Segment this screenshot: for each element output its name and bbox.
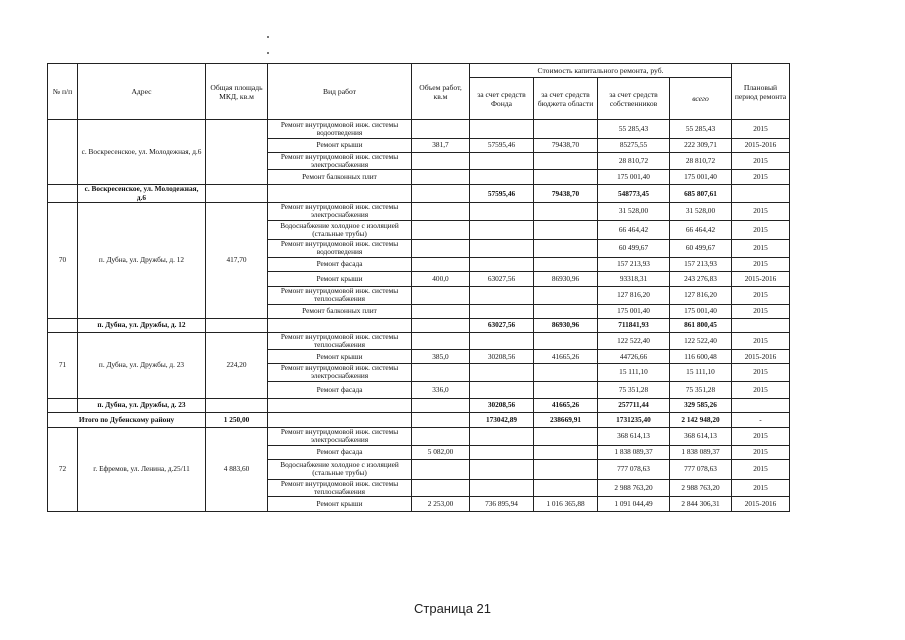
house-area [206,120,268,185]
district-total-area: 1 250,00 [206,412,268,427]
cost-owners: 44726,66 [598,350,670,364]
cost-region [534,286,598,304]
cost-fund [470,202,534,220]
house-address: п. Дубна, ул. Дружбы, д. 12 [78,202,206,318]
cost-owners: 122 522,40 [598,332,670,349]
work-volume [412,304,470,318]
work-type: Ремонт внутридомовой инж. системы водоотведения [268,239,412,257]
cost-owners: 31 528,00 [598,202,670,220]
subtotal-row [48,318,790,332]
repair-period: 2015 [732,427,790,445]
work-type: Ремонт внутридомовой инж. системы электроснабжения [268,202,412,220]
repair-period: 2015 [732,332,790,349]
header-period: Плановый период ремонта [732,64,790,120]
cost-fund [470,286,534,304]
repair-period: 2015 [732,479,790,496]
subtotal-period [732,318,790,332]
subtotal-fund: 57595,46 [470,185,534,202]
cost-owners: 93318,31 [598,271,670,286]
subtotal-area [206,398,268,412]
cost-region [534,170,598,185]
subtotal-volume [412,398,470,412]
cost-region: 79438,70 [534,139,598,153]
header-num: № п/п [48,64,78,120]
header-volume: Объем работ, кв.м [412,64,470,120]
cost-region [534,239,598,257]
subtotal-label: п. Дубна, ул. Дружбы, д. 12 [78,318,206,332]
work-volume [412,332,470,349]
cost-total: 55 285,43 [670,120,732,139]
work-volume: 2 253,00 [412,497,470,512]
cost-owners: 368 614,13 [598,427,670,445]
work-type: Ремонт крыши [268,350,412,364]
work-volume [412,239,470,257]
subtotal-period [732,398,790,412]
cost-fund [470,257,534,271]
cost-region [534,202,598,220]
district-total-row [48,412,790,427]
cost-region: 86930,96 [534,271,598,286]
cost-region: 41665,26 [534,350,598,364]
subtotal-work [268,398,412,412]
cost-region [534,427,598,445]
work-volume: 400,0 [412,271,470,286]
subtotal-total: 329 585,26 [670,398,732,412]
cost-fund [470,170,534,185]
repair-period: 2015 [732,286,790,304]
cost-owners: 175 001,40 [598,170,670,185]
cost-owners: 777 078,63 [598,459,670,479]
cost-owners: 15 111,10 [598,364,670,381]
scan-dot [267,52,269,54]
cost-total: 2 844 306,31 [670,497,732,512]
cost-owners: 2 988 763,20 [598,479,670,496]
table-row [48,202,790,220]
repair-period: 2015-2016 [732,139,790,153]
work-type: Ремонт внутридомовой инж. системы электроснабжения [268,153,412,170]
repair-period: 2015 [732,170,790,185]
repair-period: 2015-2016 [732,271,790,286]
work-type: Ремонт крыши [268,139,412,153]
cost-total: 175 001,40 [670,304,732,318]
repair-period: 2015 [732,202,790,220]
subtotal-fund: 30208,56 [470,398,534,412]
cost-fund: 30208,56 [470,350,534,364]
cost-total: 175 001,40 [670,170,732,185]
cost-owners: 1 838 089,37 [598,445,670,459]
house-area: 4 883,60 [206,427,268,511]
work-type: Ремонт балконных плит [268,170,412,185]
district-total-volume [412,412,470,427]
table-row [48,120,790,139]
cost-owners: 1 091 044,49 [598,497,670,512]
cost-total: 2 988 763,20 [670,479,732,496]
cost-fund [470,239,534,257]
work-type: Ремонт внутридомовой инж. системы водоотведения [268,120,412,139]
cost-owners: 175 001,40 [598,304,670,318]
work-type: Ремонт фасада [268,381,412,398]
house-address: с. Воскресенское, ул. Молодежная, д.6 [78,120,206,185]
cost-total: 28 810,72 [670,153,732,170]
subtotal-label: с. Воскресенское, ул. Молодежная, д.6 [78,185,206,202]
district-total-label: Итого по Дубенскому району [48,412,206,427]
subtotal-volume [412,185,470,202]
cost-region [534,332,598,349]
header-cost-group: Стоимость капитального ремонта, руб. [470,64,732,78]
work-volume [412,220,470,239]
header-owners: за счет средств собственников [598,78,670,120]
cost-total: 116 600,48 [670,350,732,364]
repair-period: 2015 [732,459,790,479]
subtotal-row [48,185,790,202]
work-volume [412,286,470,304]
house-number: 72 [48,427,78,511]
cost-region [534,479,598,496]
work-type: Ремонт фасада [268,257,412,271]
work-type: Ремонт внутридомовой инж. системы теплоснабжения [268,479,412,496]
cost-fund: 63027,56 [470,271,534,286]
cost-owners: 66 464,42 [598,220,670,239]
cost-fund [470,459,534,479]
repair-period: 2015 [732,381,790,398]
cost-fund [470,479,534,496]
work-type: Ремонт внутридомовой инж. системы электроснабжения [268,364,412,381]
subtotal-volume [412,318,470,332]
cost-total: 15 111,10 [670,364,732,381]
work-volume: 5 082,00 [412,445,470,459]
cost-region [534,153,598,170]
district-total-owners: 1731235,40 [598,412,670,427]
repair-period: 2015 [732,445,790,459]
work-volume [412,257,470,271]
subtotal-owners: 548773,45 [598,185,670,202]
repair-period: 2015 [732,220,790,239]
cost-total: 1 838 089,37 [670,445,732,459]
cost-total: 777 078,63 [670,459,732,479]
repair-schedule-table [47,63,790,512]
cost-total: 75 351,28 [670,381,732,398]
cost-fund [470,120,534,139]
work-volume [412,153,470,170]
subtotal-work [268,318,412,332]
cost-region [534,304,598,318]
subtotal-label: п. Дубна, ул. Дружбы, д. 23 [78,398,206,412]
subtotal-period [732,185,790,202]
cost-total: 31 528,00 [670,202,732,220]
subtotal-fund: 63027,56 [470,318,534,332]
work-type: Ремонт внутридомовой инж. системы теплоснабжения [268,332,412,349]
subtotal-region: 41665,26 [534,398,598,412]
work-type: Ремонт крыши [268,497,412,512]
cost-owners: 75 351,28 [598,381,670,398]
cost-fund: 57595,46 [470,139,534,153]
repair-period: 2015 [732,257,790,271]
work-type: Ремонт балконных плит [268,304,412,318]
subtotal-work [268,185,412,202]
house-area: 224,20 [206,332,268,398]
work-volume [412,170,470,185]
cost-owners: 127 816,20 [598,286,670,304]
cost-fund [470,381,534,398]
house-address: п. Дубна, ул. Дружбы, д. 23 [78,332,206,398]
cost-fund [470,220,534,239]
cost-region [534,445,598,459]
work-type: Ремонт фасада [268,445,412,459]
header-region: за счет средств бюджета области [534,78,598,120]
house-number: 71 [48,332,78,398]
house-number: 70 [48,202,78,318]
cost-region [534,364,598,381]
cost-total: 60 499,67 [670,239,732,257]
cost-fund [470,364,534,381]
work-volume [412,120,470,139]
district-total-period: - [732,412,790,427]
header-work: Вид работ [268,64,412,120]
subtotal-row [48,398,790,412]
repair-period: 2015 [732,153,790,170]
table-row [48,427,790,445]
cost-region [534,381,598,398]
work-volume [412,364,470,381]
cost-total: 243 276,83 [670,271,732,286]
work-type: Водоснабжение холодное с изоляцией (стальные трубы) [268,459,412,479]
cost-fund [470,304,534,318]
cost-region: 1 016 365,88 [534,497,598,512]
cost-region [534,257,598,271]
cost-owners: 85275,55 [598,139,670,153]
cost-fund: 736 895,94 [470,497,534,512]
work-type: Ремонт внутридомовой инж. системы теплоснабжения [268,286,412,304]
cost-fund [470,332,534,349]
header-address: Адрес [78,64,206,120]
cost-owners: 55 285,43 [598,120,670,139]
district-total-total: 2 142 948,20 [670,412,732,427]
cost-total: 222 309,71 [670,139,732,153]
table-row [48,332,790,349]
cost-owners: 28 810,72 [598,153,670,170]
house-number [48,120,78,185]
work-type: Ремонт внутридомовой инж. системы электроснабжения [268,427,412,445]
cost-owners: 157 213,93 [598,257,670,271]
work-volume: 385,0 [412,350,470,364]
cost-total: 157 213,93 [670,257,732,271]
subtotal-owners: 711841,93 [598,318,670,332]
cost-fund [470,427,534,445]
cost-region [534,220,598,239]
cost-fund [470,153,534,170]
cost-owners: 60 499,67 [598,239,670,257]
cost-total: 368 614,13 [670,427,732,445]
work-volume [412,202,470,220]
work-volume [412,427,470,445]
repair-period: 2015-2016 [732,497,790,512]
cost-region [534,120,598,139]
cost-total: 122 522,40 [670,332,732,349]
cost-total: 127 816,20 [670,286,732,304]
cost-total: 66 464,42 [670,220,732,239]
subtotal-total: 685 807,61 [670,185,732,202]
repair-period: 2015 [732,239,790,257]
subtotal-spacer [48,185,78,202]
subtotal-region: 86930,96 [534,318,598,332]
subtotal-total: 861 800,45 [670,318,732,332]
subtotal-spacer [48,398,78,412]
repair-period: 2015 [732,120,790,139]
subtotal-owners: 257711,44 [598,398,670,412]
cost-fund [470,445,534,459]
header-fund: за счет средств Фонда [470,78,534,120]
cost-region [534,459,598,479]
house-address: г. Ефремов, ул. Ленина, д.25/11 [78,427,206,511]
header-total: всего [670,78,732,120]
subtotal-area [206,318,268,332]
work-volume [412,459,470,479]
subtotal-area [206,185,268,202]
repair-period: 2015 [732,304,790,318]
subtotal-spacer [48,318,78,332]
header-area: Общая площадь МКД, кв.м [206,64,268,120]
house-area: 417,70 [206,202,268,318]
district-total-fund: 173042,89 [470,412,534,427]
repair-period: 2015-2016 [732,350,790,364]
district-total-work [268,412,412,427]
subtotal-region: 79438,70 [534,185,598,202]
scan-dot [267,36,269,38]
repair-period: 2015 [732,364,790,381]
work-volume: 336,0 [412,381,470,398]
page-number: Страница 21 [414,601,491,616]
work-type: Водоснабжение холодное с изоляцией (стальные трубы) [268,220,412,239]
work-volume [412,479,470,496]
district-total-region: 238669,91 [534,412,598,427]
work-volume: 381,7 [412,139,470,153]
work-type: Ремонт крыши [268,271,412,286]
